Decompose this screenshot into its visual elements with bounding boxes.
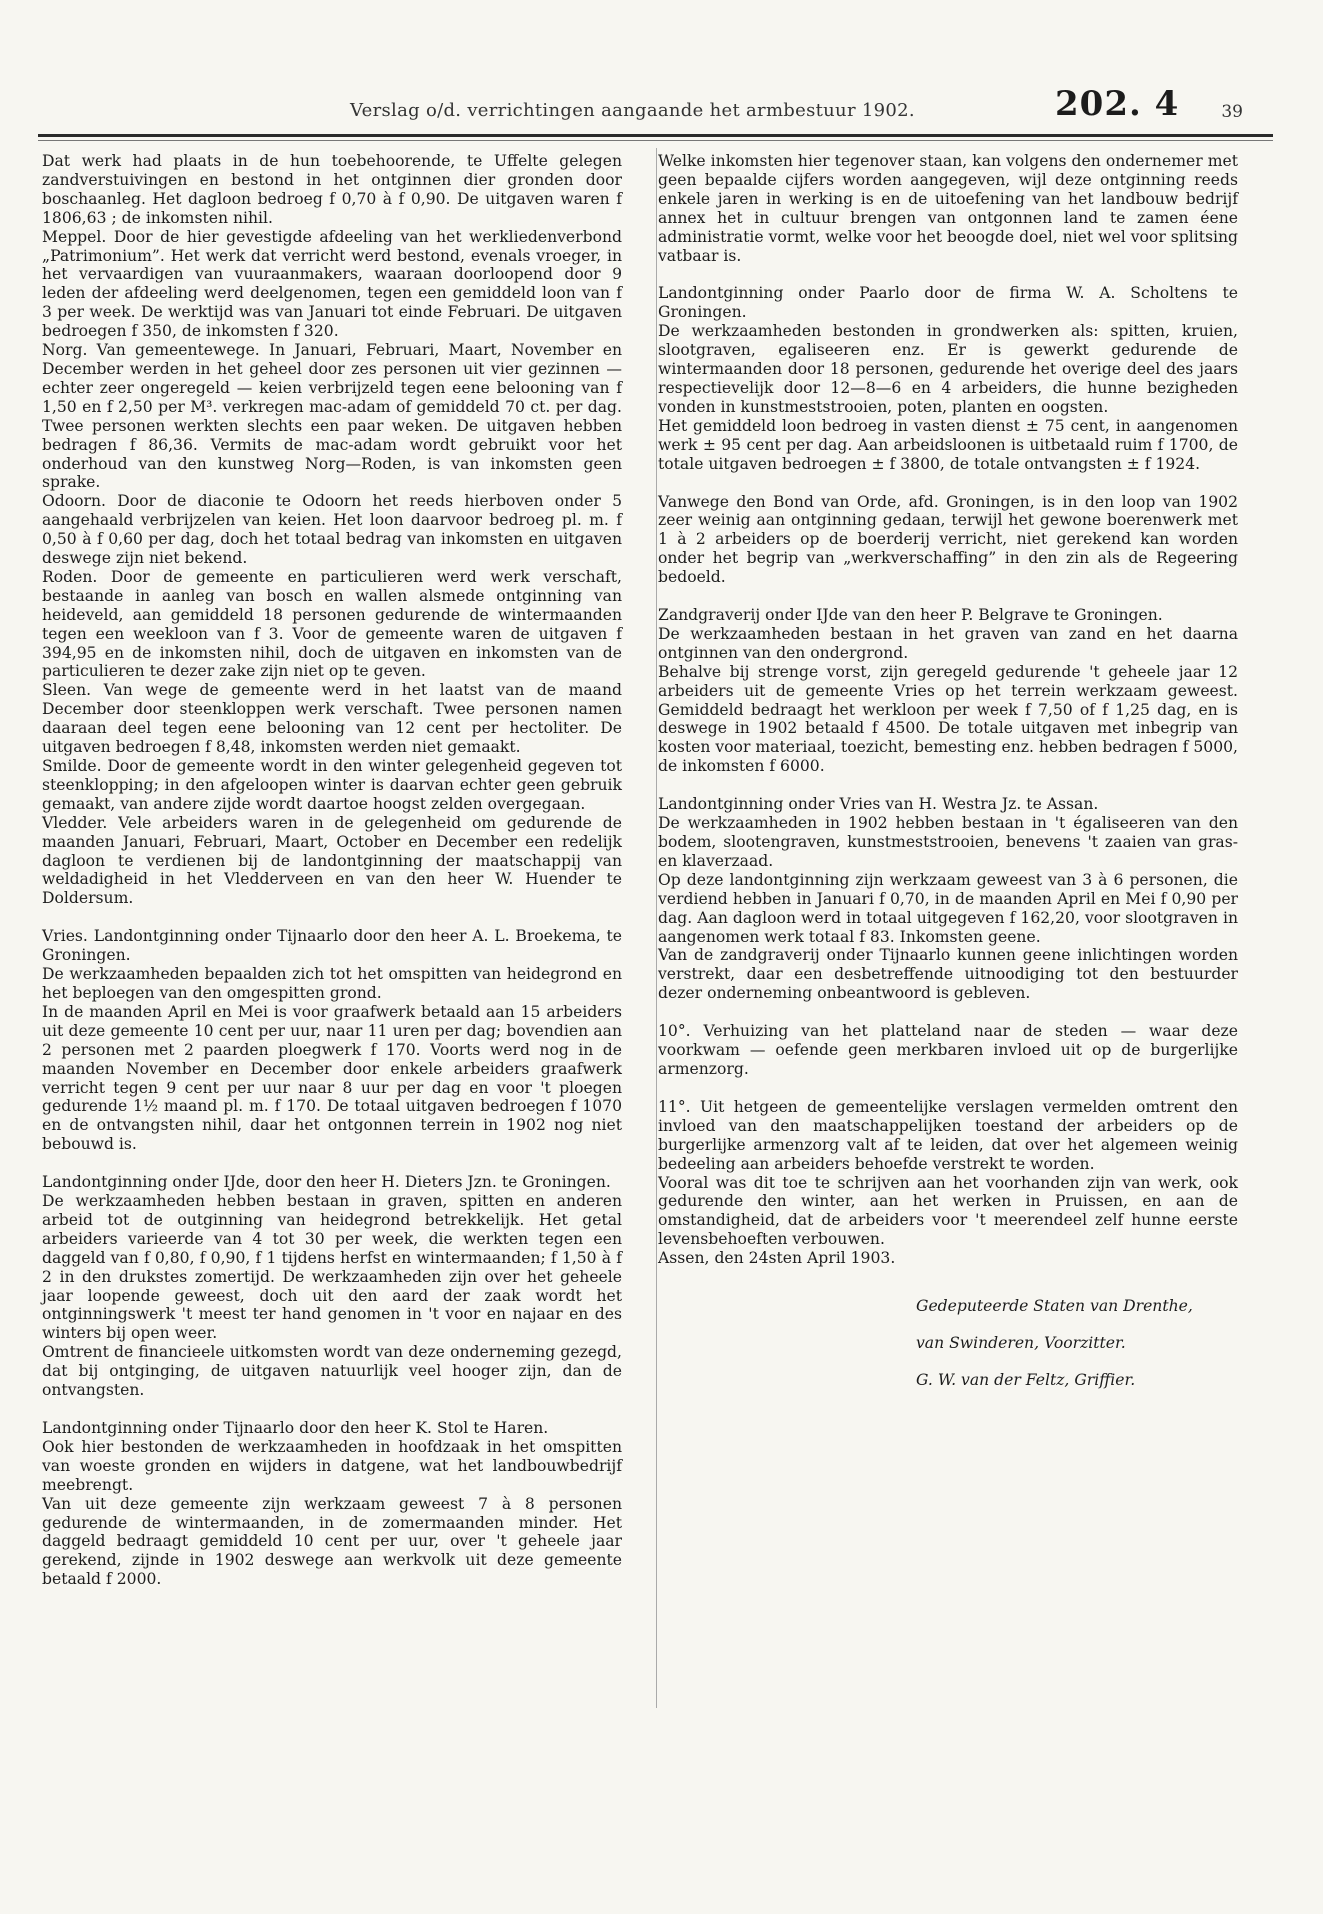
paragraph: Het gemiddeld loon bedroeg in vasten dienst ± 75 cent, in aangenomen werk ± 95 cent per dag. Aan arbeidsloonen is uitbetaald ruim f 1700, de totale uitgaven bedroegen ± f 3800, de totale ontvangsten ± f 1924. [658,416,1238,473]
paragraph: Omtrent de financieele uitkomsten wordt van deze onderneming gezegd, dat bij ontginging, de uitgaven natuurlijk veel hooger zijn, dan de ontvangsten. [42,1343,622,1400]
paragraph: De werkzaamheden hebben bestaan in graven, spitten en anderen arbeid tot de outginning van heidegrond betrekkelijk. Het getal arbeiders varieerde van 4 tot 30 per week, die werkten tegen een daggeld van f 0,80, f 0,90, f 1 tijdens herfst en wintermaanden; f 1,50 à f 2 in den drukstes zomertijd. De werkzaamheden zijn over het geheele jaar loopende geweest, doch uit den aard der zaak wordt het ontginningswerk 't meest ter hand genomen in 't voor en najaar en des winters bij open weer. [42,1192,622,1343]
paragraph: Odoorn. Door de diaconie te Odoorn het reeds hierboven onder 5 aangehaald verbrijzelen van keien. Het loon daarvoor bedroeg pl. m. f 0,50 à f 0,60 per dag, doch het totaal bedrag van inkomsten en uitgaven deswege zijn niet bekend. [42,492,622,568]
paragraph: De werkzaamheden bestonden in grondwerken als: spitten, kruien, slootgraven, egaliseeren enz. Er is gewerkt gedurende de wintermaanden door 18 personen, gedurende het overige deel des jaars respectievelijk door 12—8—6 en 4 arbeiders, die hunne bezigheden vonden in kunstmeststrooien, poten, planten en oogsten. [658,322,1238,416]
paragraph: Ook hier bestonden de werkzaamheden in hoofdzaak in het omspitten van woeste gronden en wijders in datgene, wat het landbouwbedrijf meebrengt. [42,1437,622,1494]
right-column [658,152,1238,1399]
numbered-paragraph: 10°. Verhuizing van het platteland naar de steden — waar deze voorkwam — oefende geen merkbaren invloed uit op de burgerlijke armenzorg. [658,1022,1238,1078]
left-column [42,152,622,1589]
paragraph: Vooral was dit toe te schrijven aan het voorhanden zijn van werk, ook gedurende den winter, aan het werken in Pruissen, en aan de omstandigheid, dat de arbeiders voor 't meerendeel zelf hunne eerste levensbehoeften verbouwen. [658,1173,1238,1249]
paragraph: Sleen. Van wege de gemeente werd in het laatst van de maand December door steenkloppen werk verschaft. Twee personen namen daaraan deel tegen eene belooning van 12 cent per hectoliter. De uitgaven bedroegen f 8,48, inkomsten werden niet gemaakt. [42,681,622,757]
paragraph: Van de zandgraverij onder Tijnaarlo kunnen geene inlichtingen worden verstrekt, daar een desbetreffende uitnoodiging tot den bestuurder dezer onderneming onbeantwoord is gebleven. [658,946,1238,1003]
page-number: 39 [1221,102,1243,122]
paragraph: In de maanden April en Mei is voor graafwerk betaald aan 15 arbeiders uit deze gemeente 10 cent per uur, naar 11 uren per dag; bovendien aan 2 personen met 2 paarden ploegwerk f 170. Voorts werd nog in de maanden November en December door enkele arbeiders graafwerk verricht tegen 9 cent per uur naar 8 uur per dag en voor 't ploegen gedurende 1½ maand pl. m. f 170. De totaal uitgaven bedroegen f 1070 en de ontvangsten nihil, daar het ontgonnen terrein in 1902 nog niet bebouwd is. [42,1002,622,1154]
paragraph: Norg. Van gemeentewege. In Januari, Februari, Maart, November en December werden in het geheel door zes personen uit vier gezinnen — echter zeer ongeregeld — keien verbrijzeld tegen eene belooning van f 1,50 en f 2,50 per M³. verkregen mac-adam of gemiddeld 70 ct. per dag. Twee personen werkten slechts een paar weken. De uitgaven hebben bedragen f 86,36. Vermits de mac-adam wordt gebruikt voor het onderhoud van den kunstweg Norg—Roden, is van inkomsten geen sprake. [42,341,622,492]
section-heading: Landontginning onder Paarlo door de firma W. A. Scholtens te Groningen. [658,284,1238,322]
document-number: 202. 4 [1055,84,1180,124]
paragraph: Welke inkomsten hier tegenover staan, kan volgens den ondernemer met geen bepaalde cijfers worden aangegeven, wijl deze ontginning reeds enkele jaren in werking is en de uitoefening van het landbouw bedrijf annex het in cultuur brengen van ontgonnen land te zamen éene administratie vormt, welke voor het beoogde doel, niet wel voor splitsing vatbaar is. [658,152,1238,265]
section-heading: Zandgraverij onder IJde van den heer P. Belgrave te Groningen. [658,606,1163,625]
paragraph: Roden. Door de gemeente en particulieren werd werk verschaft, bestaande in aanleg van bosch en wallen alsmede ontginning van heideveld, aan gemiddeld 18 personen gedurende de wintermaanden tegen een weekloon van f 3. Voor de gemeente waren de uitgaven f 394,95 en de inkomsten nihil, doch de uitgaven en inkomsten van de particulieren te dezer zake zijn niet op te geven. [42,567,622,681]
paragraph: De werkzaamheden in 1902 hebben bestaan in 't égaliseeren van den bodem, slootengraven, kunstmeststrooien, benevens 't zaaien van gras- en klaverzaad. [658,814,1238,870]
running-title: Verslag o/d. verrichtingen aangaande het armbestuur 1902. [350,100,915,121]
place-date: Assen, den 24sten April 1903. [658,1249,896,1268]
header-rule [38,134,1273,137]
numbered-paragraph: 11°. Uit hetgeen de gemeentelijke verslagen vermelden omtrent den invloed van den maatschappelijken toestand der arbeiders op de burgerlijke armenzorg valt af te leiden, dat over het algemeen weinig bedeeling aan arbeiders behoefde verstrekt te worden. [658,1097,1238,1173]
paragraph: De werkzaamheden bestaan in het graven van zand en het daarna ontginnen van den ondergrond. [658,624,1238,662]
paragraph: Vledder. Vele arbeiders waren in de gelegenheid om gedurende de maanden Januari, Februari, Maart, October en December een redelijk dagloon te verdienen bij de landontginning der maatschappij van weldadigheid in het Vledderveen en van den heer W. Huender te Doldersum. [42,813,622,908]
column-divider [656,148,657,1708]
section-heading: Landontginning onder Vries van H. Westra Jz. te Assan. [658,795,1099,814]
signatory-body: Gedeputeerde Staten van Drenthe, [916,1297,1193,1316]
section-heading: Landontginning onder Tijnaarlo door den heer K. Stol te Haren. [42,1419,549,1437]
signature-block [916,1288,1238,1399]
section-heading: Landontginning onder IJde, door den heer H. Dieters Jzn. te Groningen. [42,1173,611,1192]
section-heading: Vries. Landontginning onder Tijnaarlo door den heer A. L. Broekema, te Groningen. [42,927,622,965]
paragraph: Smilde. Door de gemeente wordt in den winter gelegenheid gegeven tot steenklopping; in den afgeloopen winter is daarvan echter geen gebruik gemaakt, van andere zijde wordt daartoe hoogst zelden overgegaan. [42,757,622,813]
signatory-secretary: G. W. van der Feltz, Griffier. [916,1371,1136,1390]
paragraph: Op deze landontginning zijn werkzaam geweest van 3 à 6 personen, die verdiend hebben in Januari f 0,70, in de maanden April en Mei f 0,90 per dag. Aan dagloon werd in totaal uitgegeven f 162,20, voor slootgraven in aangenomen werk totaal f 83. Inkomsten geene. [658,870,1238,946]
paragraph: Dat werk had plaats in de hun toebehoorende, te Uffelte gelegen zandverstuivingen en bestond in het ontginnen dier gronden door boschaanleg. Het dagloon bedroeg f 0,70 à f 0,90. De uitgaven waren f 1806,63 ; de inkomsten nihil. [42,152,622,227]
paragraph: Meppel. Door de hier gevestigde afdeeling van het werkliedenverbond „Patrimonium”. Het werk dat verricht werd bestond, evenals vroeger, in het vervaardigen van vuuraanmakers, waaraan doorloopend door 9 leden der afdeeling werd deelgenomen, tegen een gemiddeld loon van f 3 per week. De werktijd was van Januari tot einde Februari. De uitgaven bedroegen f 350, de inkomsten f 320. [42,227,622,341]
paragraph: Behalve bij strenge vorst, zijn geregeld gedurende 't geheele jaar 12 arbeiders uit de gemeente Vries op het terrein werkzaam geweest. Gemiddeld bedraagt het werkloon per week f 7,50 of f 1,25 dag, en is deswege in 1902 betaald f 4500. De totale uitgaven met inbegrip van kosten voor materiaal, toezicht, bemesting enz. hebben bedragen f 5000, de inkomsten f 6000. [658,662,1238,776]
paragraph: De werkzaamheden bepaalden zich tot het omspitten van heidegrond en het beploegen van den omgespitten grond. [42,965,622,1002]
header-rule-thin [38,140,1273,141]
paragraph: Van uit deze gemeente zijn werkzaam geweest 7 à 8 personen gedurende de wintermaanden, in de zomermaanden minder. Het daggeld bedraagt gemiddeld 10 cent per uur, over 't geheele jaar gerekend, zijnde in 1902 deswege aan werkvolk uit deze gemeente betaald f 2000. [42,1494,622,1589]
signatory-chair: van Swinderen, Voorzitter. [916,1334,1126,1353]
paragraph: Vanwege den Bond van Orde, afd. Groningen, is in den loop van 1902 zeer weinig aan ontginning gedaan, terwijl het gewone boerenwerk met 1 à 2 arbeiders op de boerderij verricht, niet gerekend kan worden onder het begrip van „werkverschaffing” in den zin als de Regeering bedoeld. [658,492,1238,587]
